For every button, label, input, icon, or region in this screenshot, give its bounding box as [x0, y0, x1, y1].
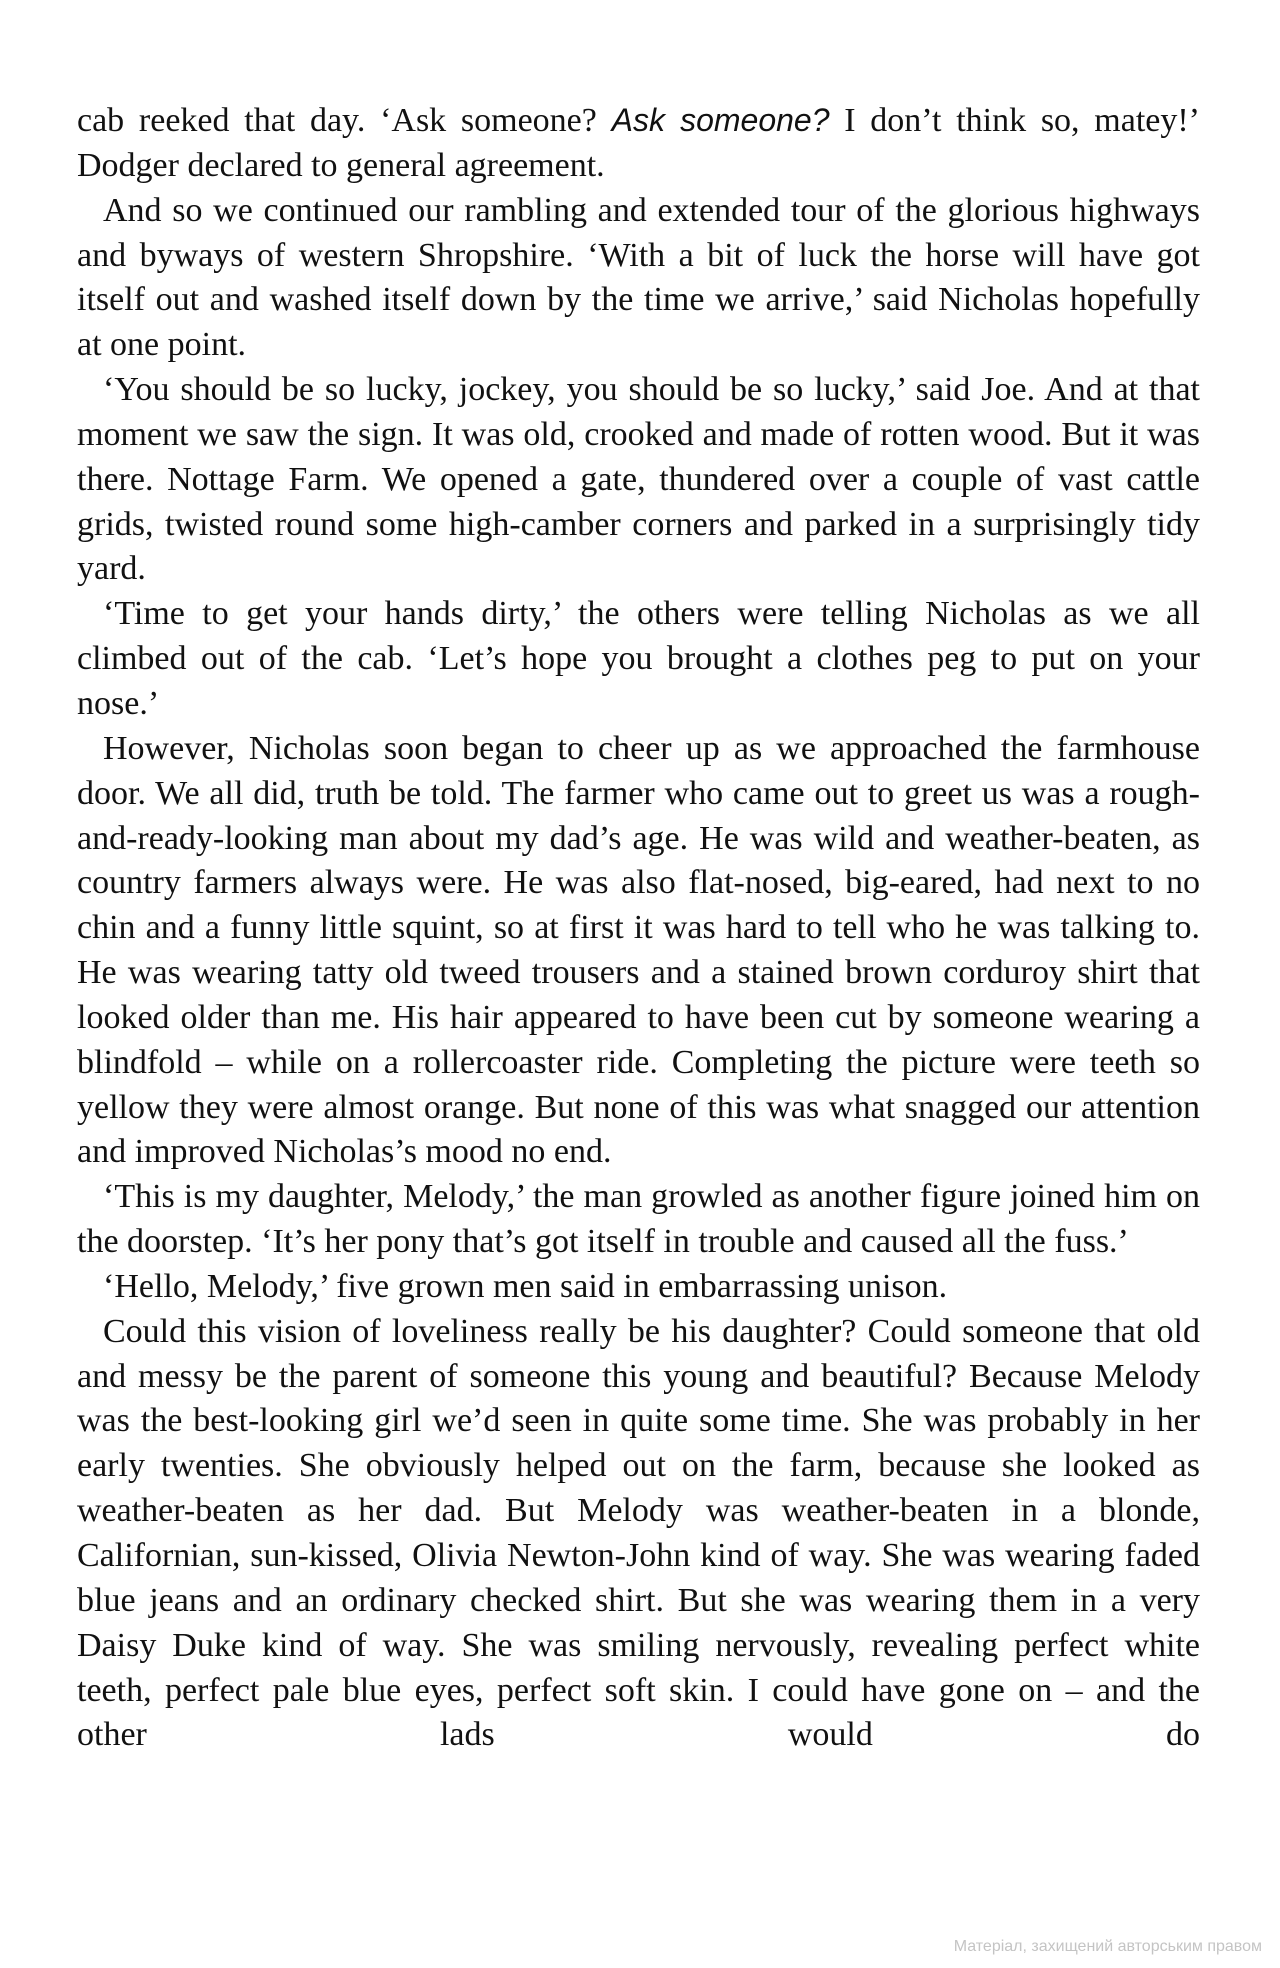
paragraph-5: However, Nicholas soon began to cheer up as we approached the farmhouse door. We all did, truth be told. The farmer who came out to greet us was a rough-and-ready-looking man about my dad’s age. He was wild and weather-beaten, as country farmers always were. He was also flat-nosed, big-eared, had next to no chin and a funny little squint, so at first it was hard to tell who he was talking to. He was wearing tatty old tweed trousers and a stained brown corduroy shirt that looked older than me. His hair appeared to have been cut by someone wearing a blindfold – while on a rollercoaster ride. Completing the picture were teeth so yellow they were almost orange. But none of this was what snagged our attention and improved Nicholas’s mood no end.: [77, 729, 1200, 1171]
paragraph-7: ‘Hello, Melody,’ five grown men said in embarrassing unison.: [103, 1267, 948, 1305]
emphasis-ask-someone: Ask someone?: [611, 102, 830, 138]
paragraph-1: [77, 98, 1200, 189]
paragraph-1-after: I don’t think so, matey!’ Dodger declared to general agreement.: [77, 102, 1201, 184]
paragraph-3: ‘You should be so lucky, jockey, you should be so lucky,’ said Joe. And at that moment we saw the sign. It was old, crooked and made of rotten wood. But it was there. Nottage Farm. We opened a gate, thundered over a couple of vast cattle grids, twisted round some high-camber corners and parked in a surprisingly tidy yard.: [77, 371, 1200, 588]
paragraph-1-before: cab reeked that day. ‘Ask someone?: [77, 102, 612, 139]
paragraph-2: And so we continued our rambling and extended tour of the glorious highways and byways of western Shropshire. ‘With a bit of luck the horse will have got itself out and washed itself down by the time we arrive,’ said Nicholas hopefully at one point.: [77, 191, 1200, 364]
paragraph-4: ‘Time to get your hands dirty,’ the others were telling Nicholas as we all climbed out of the cab. ‘Let’s hope you brought a clothes peg to put on your nose.’: [77, 595, 1200, 722]
paragraph-8: Could this vision of loveliness really be his daughter? Could someone that old and messy be the parent of someone this young and beautiful? Because Melody was the best-looking girl we’d seen in quite some time. She was probably in her early twenties. She obviously helped out on the farm, because she looked as weather-beaten as her dad. But Melody was weather-beaten in a blonde, Californian, sun-kissed, Olivia Newton-John kind of way. She was wearing faded blue jeans and an ordinary checked shirt. But she was wearing them in a very Daisy Duke kind of way. She was smiling nervously, revealing perfect white teeth, perfect pale blue eyes, perfect soft skin. I could have gone on – and the other lads would do: [77, 1312, 1200, 1754]
page-body: [77, 98, 1200, 1758]
paragraph-6: ‘This is my daughter, Melody,’ the man growled as another figure joined him on the doorstep. ‘It’s her pony that’s got itself in trouble and caused all the fuss.’: [77, 1178, 1200, 1261]
copyright-watermark: Матеріал, захищений авторським правом: [953, 1938, 1262, 1955]
